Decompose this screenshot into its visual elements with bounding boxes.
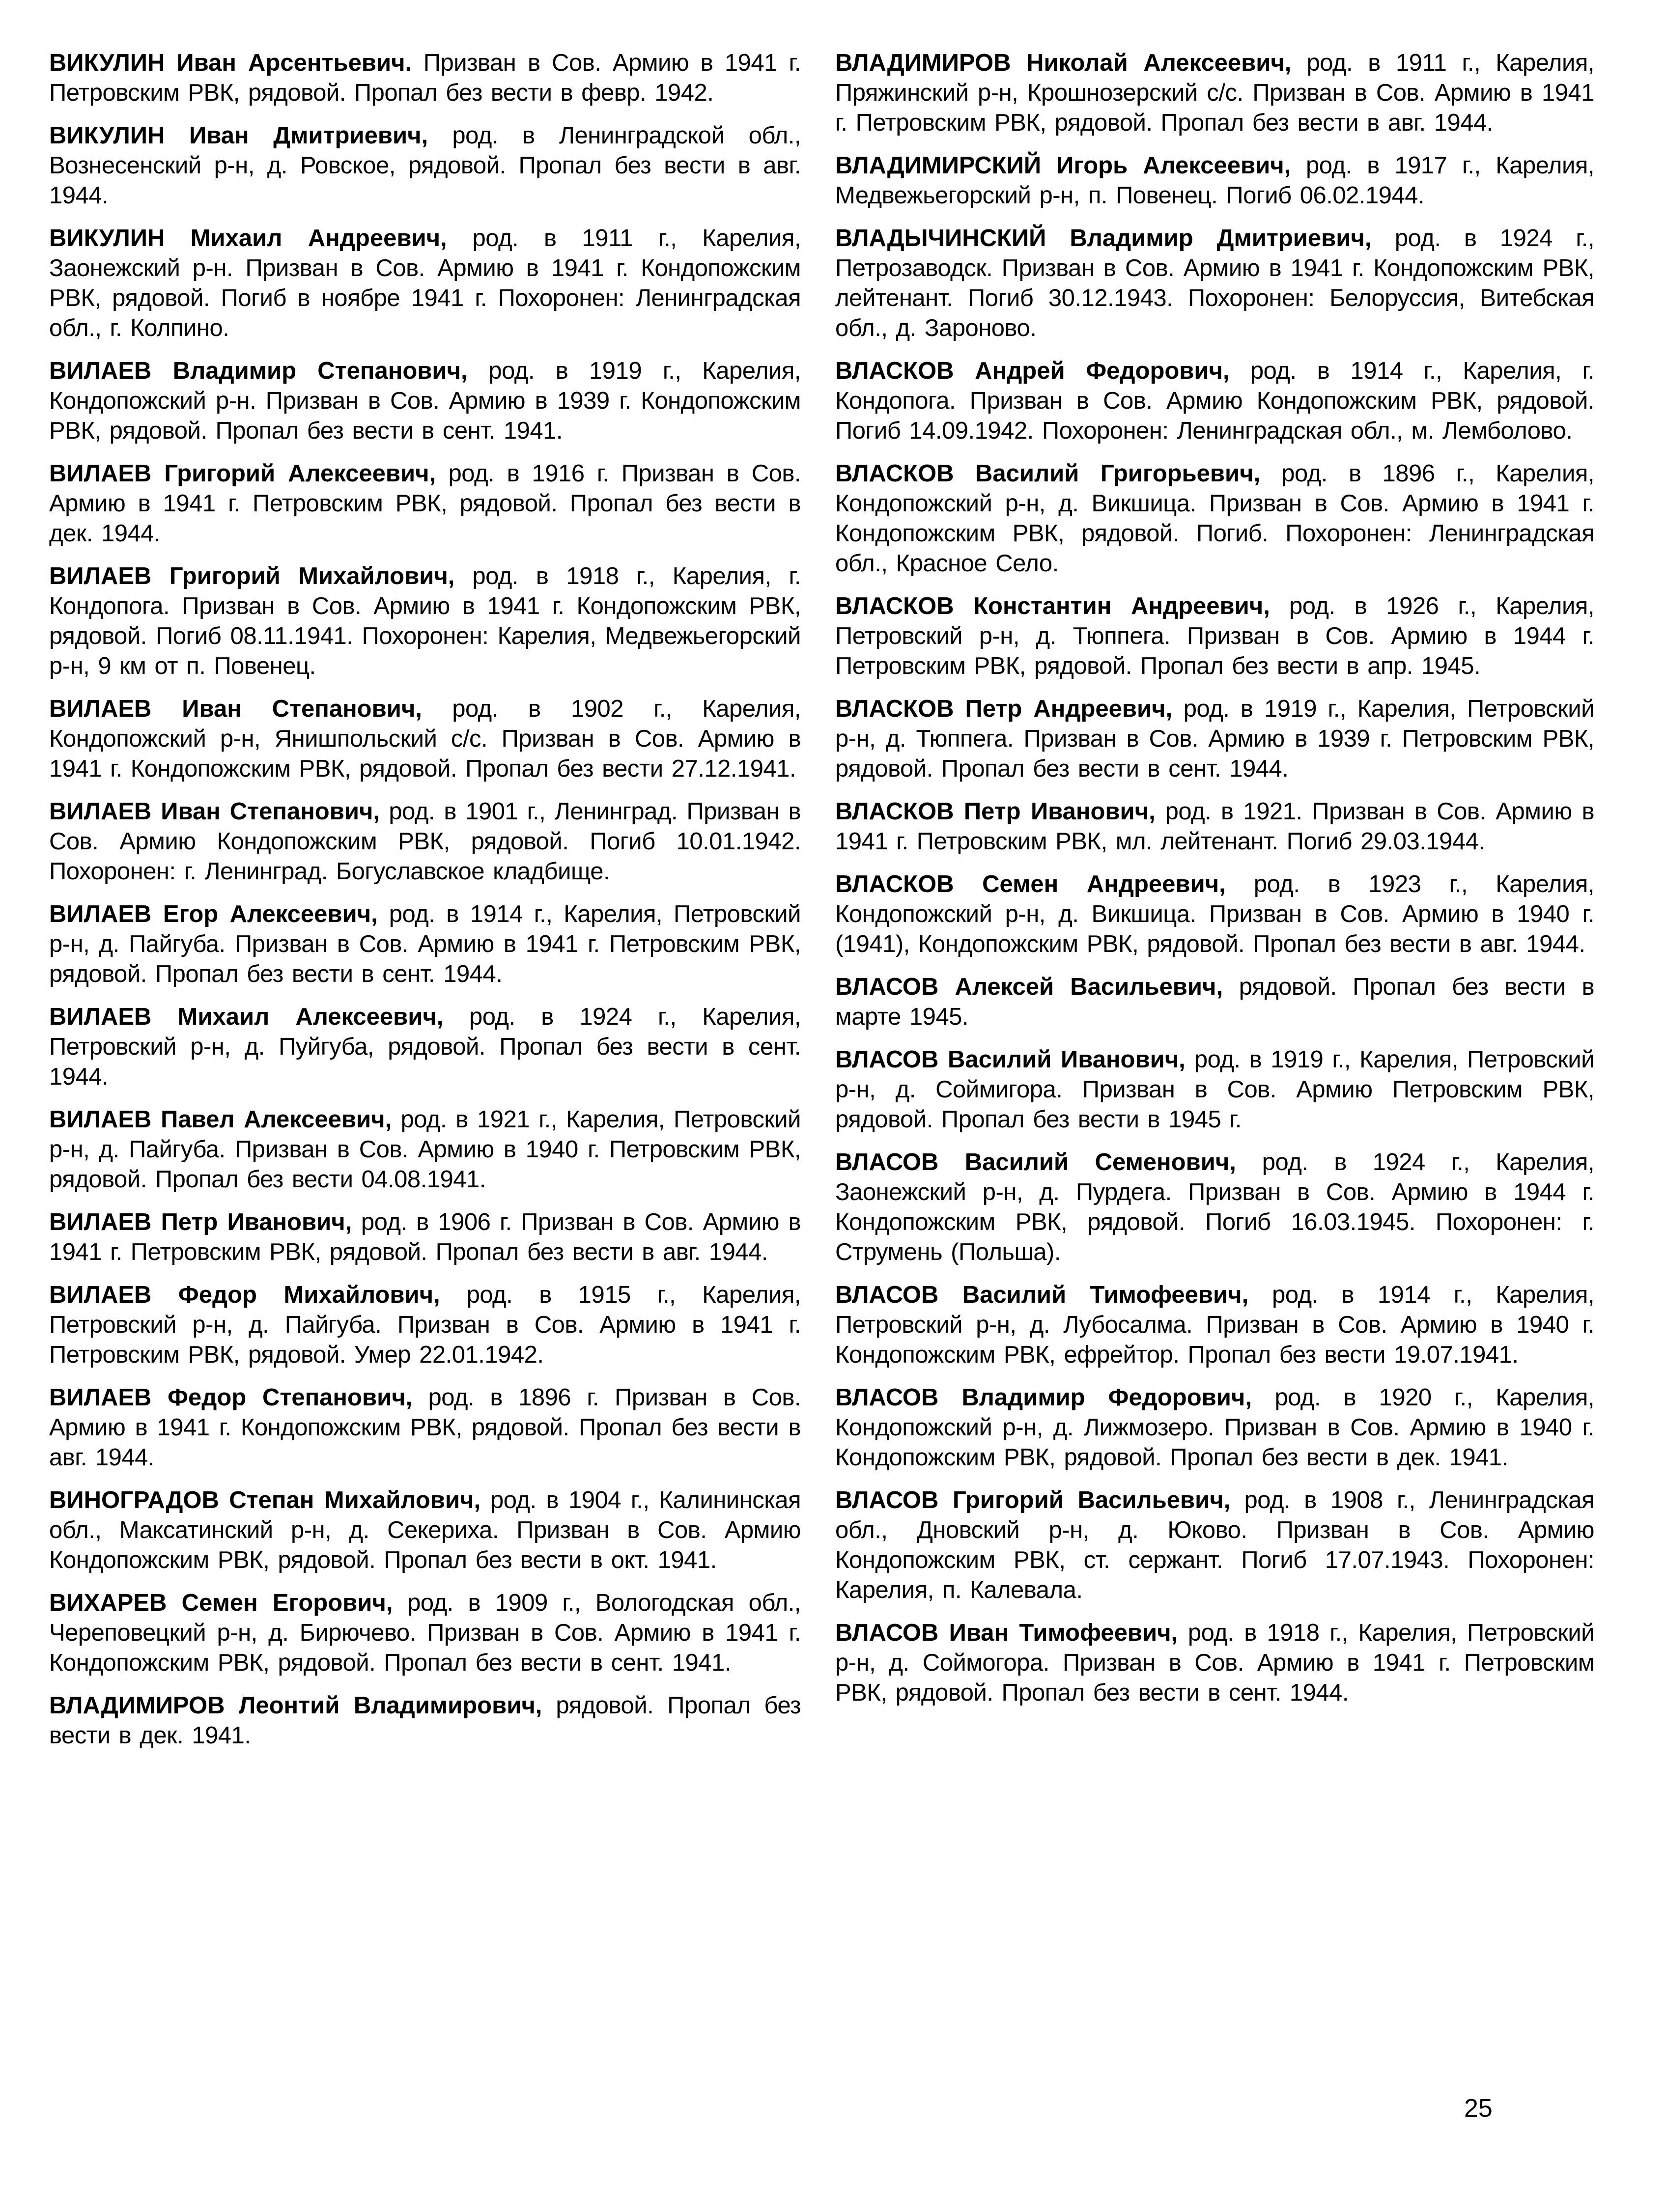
entry-details: рядовой. Пропал без вести в дек. 1941. — [49, 1692, 801, 1749]
entry-person-name: ВИЛАЕВ Владимир Степанович, — [49, 358, 468, 384]
entry-details: род. в 1924 г., Петрозаводск. Призван в Сов. Армию в 1941 г. Кондопожским РВК, лейтенант. Погиб 30.12.1943. Похоронен: Белоруссия, Витебская обл., д. Зароново. — [835, 225, 1594, 341]
memorial-entry — [835, 694, 1594, 784]
memorial-entry — [835, 48, 1594, 138]
entry-details: род. в 1904 г., Калининская обл., Максатинский р-н, д. Секериха. Призван в Сов. Армию Кондопожским РВК, рядовой. Пропал без вести в окт. 1941. — [49, 1487, 801, 1573]
entry-details: род. в 1896 г. Призван в Сов. Армию в 1941 г. Кондопожским РВК, рядовой. Пропал без вести в авг. 1944. — [49, 1384, 801, 1471]
entry-person-name: ВИКУЛИН Иван Дмитриевич, — [49, 122, 428, 149]
entry-person-name: ВЛАСКОВ Константин Андреевич, — [835, 593, 1270, 619]
memorial-entry — [49, 1485, 801, 1575]
entry-details: род. в 1921 г., Карелия, Петровский р-н, д. Пайгуба. Призван в Сов. Армию в 1940 г. Петровским РВК, рядовой. Пропал без вести 04.08.1941. — [49, 1106, 801, 1193]
entry-person-name: ВЛАДИМИРОВ Николай Алексеевич, — [835, 50, 1292, 76]
memorial-entry — [835, 459, 1594, 579]
memorial-entry — [49, 797, 801, 887]
entry-person-name: ВИЛАЕВ Павел Алексеевич, — [49, 1106, 392, 1133]
memorial-entry — [49, 561, 801, 681]
entry-details: род. в 1915 г., Карелия, Петровский р-н, д. Пайгуба. Призван в Сов. Армию в 1941 г. Петровским РВК, рядовой. Умер 22.01.1942. — [49, 1282, 801, 1368]
memorial-entry — [835, 1485, 1594, 1605]
entry-person-name: ВЛАСОВ Владимир Федорович, — [835, 1384, 1252, 1411]
entry-details: род. в 1896 г., Карелия, Кондопожский р-н, д. Викшица. Призван в Сов. Армию в 1941 г. Кондопожским РВК, рядовой. Погиб. Похоронен: Ленинградская обл., Красное Село. — [835, 460, 1595, 577]
entry-details: род. в 1924 г., Карелия, Заонежский р-н, д. Пурдега. Призван в Сов. Армию в 1944 г. Кондопожским РВК, рядовой. Погиб 16.03.1945. Похоронен: г. Струмень (Польша). — [835, 1149, 1594, 1265]
memorial-entry — [835, 356, 1594, 446]
entry-person-name: ВЛАДИМИРСКИЙ Игорь Алексеевич, — [835, 152, 1291, 179]
left-column — [49, 48, 801, 1764]
entry-person-name: ВЛАСОВ Василий Тимофеевич, — [835, 1282, 1249, 1308]
entry-person-name: ВЛАСОВ Василий Иванович, — [835, 1046, 1186, 1073]
entry-details: род. в 1911 г., Карелия, Заонежский р-н. Призван в Сов. Армию в 1941 г. Кондопожским РВК, рядовой. Погиб в ноябре 1941 г. Похоронен: Ленинградская обл., г. Колпино. — [49, 225, 801, 341]
memorial-entry — [835, 1618, 1594, 1708]
memorial-entry — [49, 1207, 801, 1267]
memorial-entry — [49, 899, 801, 989]
entry-details: род. в Ленинградской обл., Вознесенский р-н, д. Ровское, рядовой. Пропал без вести в авг. 1944. — [49, 122, 801, 209]
entry-details: род. в 1918 г., Карелия, Петровский р-н, д. Соймогора. Призван в Сов. Армию в 1941 г. Петровским РВК, рядовой. Пропал без вести в сент. 1944. — [835, 1620, 1594, 1706]
entry-details: род. в 1914 г., Карелия, Петровский р-н, д. Пайгуба. Призван в Сов. Армию в 1941 г. Петровским РВК, рядовой. Пропал без вести в сент. 1944. — [49, 901, 801, 987]
page-number: 25 — [1464, 2094, 1493, 2123]
entry-person-name: ВЛАСКОВ Петр Иванович, — [835, 798, 1156, 825]
entry-details: род. в 1919 г., Карелия, Петровский р-н, д. Тюппега. Призван в Сов. Армию в 1939 г. Петровским РВК, рядовой. Пропал без вести в сент. 1944. — [835, 696, 1594, 782]
memorial-entry — [49, 1383, 801, 1473]
entry-person-name: ВИЛАЕВ Петр Иванович, — [49, 1209, 352, 1235]
memorial-entry — [49, 1588, 801, 1678]
entry-person-name: ВИЛАЕВ Федор Степанович, — [49, 1384, 413, 1411]
memorial-entry — [49, 224, 801, 343]
memorial-entry — [49, 356, 801, 446]
entry-person-name: ВЛАДИМИРОВ Леонтий Владимирович, — [49, 1692, 542, 1719]
memorial-entry — [835, 1383, 1594, 1473]
memorial-entry — [49, 48, 801, 108]
entry-person-name: ВИНОГРАДОВ Степан Михайлович, — [49, 1487, 481, 1513]
entry-person-name: ВИЛАЕВ Федор Михайлович, — [49, 1282, 440, 1308]
entry-details: род. в 1908 г., Ленинградская обл., Дновский р-н, д. Юково. Призван в Сов. Армию Кондопожским РВК, ст. сержант. Погиб 17.07.1943. Похоронен: Карелия, п. Калевала. — [835, 1487, 1594, 1603]
memorial-entry — [49, 1280, 801, 1370]
entry-person-name: ВЛАСКОВ Андрей Федорович, — [835, 358, 1230, 384]
entry-details: род. в 1924 г., Карелия, Петровский р-н, д. Пуйгуба, рядовой. Пропал без вести в сент. 1944. — [49, 1004, 801, 1090]
entry-details: род. в 1914 г., Карелия, г. Кондопога. Призван в Сов. Армию Кондопожским РВК, рядовой. Погиб 14.09.1942. Похоронен: Ленинградская обл., м. Лемболово. — [835, 358, 1595, 444]
memorial-entry — [49, 1105, 801, 1195]
entry-person-name: ВЛАСКОВ Семен Андреевич, — [835, 871, 1226, 897]
memorial-entry — [835, 224, 1594, 343]
entry-details: род. в 1916 г. Призван в Сов. Армию в 1941 г. Петровским РВК, рядовой. Пропал без вести в дек. 1944. — [49, 460, 801, 547]
entry-details: род. в 1926 г., Карелия, Петровский р-н, д. Тюппега. Призван в Сов. Армию в 1944 г. Петровским РВК, рядовой. Пропал без вести в апр. 1945. — [835, 593, 1594, 679]
entry-person-name: ВЛАСОВ Иван Тимофеевич, — [835, 1620, 1178, 1646]
entry-details: род. в 1914 г., Карелия, Петровский р-н, д. Лубосалма. Призван в Сов. Армию в 1940 г. Кондопожским РВК, ефрейтор. Пропал без вести 19.07.1941. — [835, 1282, 1595, 1368]
entry-person-name: ВИКУЛИН Михаил Андреевич, — [49, 225, 447, 252]
right-column — [835, 48, 1594, 1721]
memorial-entry — [835, 591, 1594, 681]
entry-details: род. в 1919 г., Карелия, Кондопожский р-н. Призван в Сов. Армию в 1939 г. Кондопожским РВК, рядовой. Пропал без вести в сент. 1941. — [49, 358, 801, 444]
entry-person-name: ВЛАСОВ Григорий Васильевич, — [835, 1487, 1231, 1513]
entry-details: род. в 1911 г., Карелия, Пряжинский р-н, Крошнозерский с/с. Призван в Сов. Армию в 1941 г. Петровским РВК, рядовой. Пропал без вести в авг. 1944. — [835, 50, 1595, 136]
entry-details: род. в 1909 г., Вологодская обл., Череповецкий р-н, д. Бирючево. Призван в Сов. Армию в 1941 г. Кондопожским РВК, рядовой. Пропал без вести в сент. 1941. — [49, 1590, 801, 1676]
entry-details: род. в 1919 г., Карелия, Петровский р-н, д. Соймигора. Призван в Сов. Армию Петровским РВК, рядовой. Пропал без вести в 1945 г. — [835, 1046, 1594, 1133]
memorial-entry — [835, 869, 1594, 959]
memorial-entry — [49, 1002, 801, 1092]
memorial-entry — [835, 1148, 1594, 1267]
entry-person-name: ВИКУЛИН Иван Арсентьевич. — [49, 50, 412, 76]
entry-details: рядовой. Пропал без вести в марте 1945. — [835, 974, 1594, 1030]
entry-person-name: ВИЛАЕВ Иван Степанович, — [49, 696, 422, 722]
entry-person-name: ВЛАСОВ Василий Семенович, — [835, 1149, 1236, 1176]
memorial-entry — [49, 1691, 801, 1751]
memorial-entry — [835, 1280, 1594, 1370]
entry-details: род. в 1920 г., Карелия, Кондопожский р-н, д. Лижмозеро. Призван в Сов. Армию в 1940 г. Кондопожским РВК, рядовой. Пропал без вести в дек. 1941. — [835, 1384, 1594, 1471]
entry-details: Призван в Сов. Армию в 1941 г. Петровским РВК, рядовой. Пропал без вести в февр. 1942. — [49, 50, 801, 106]
entry-person-name: ВИЛАЕВ Егор Алексеевич, — [49, 901, 378, 927]
entry-details: род. в 1921. Призван в Сов. Армию в 1941 г. Петровским РВК, мл. лейтенант. Погиб 29.03.1944. — [835, 798, 1594, 855]
entry-person-name: ВИЛАЕВ Григорий Алексеевич, — [49, 460, 436, 487]
entry-person-name: ВЛАДЫЧИНСКИЙ Владимир Дмитриевич, — [835, 225, 1372, 252]
memorial-entry — [835, 151, 1594, 211]
entry-person-name: ВЛАСКОВ Василий Григорьевич, — [835, 460, 1261, 487]
entry-details: род. в 1901 г., Ленинград. Призван в Сов. Армию Кондопожским РВК, рядовой. Погиб 10.01.1942. Похоронен: г. Ленинград. Богуславское кладбище. — [49, 798, 801, 885]
entry-person-name: ВИХАРЕВ Семен Егорович, — [49, 1590, 393, 1616]
memorial-entry — [835, 972, 1594, 1032]
entry-person-name: ВИЛАЕВ Григорий Михайлович, — [49, 563, 455, 589]
memorial-entry — [49, 121, 801, 211]
entry-person-name: ВЛАСОВ Алексей Васильевич, — [835, 974, 1223, 1000]
memorial-entry — [835, 797, 1594, 857]
entry-person-name: ВИЛАЕВ Михаил Алексеевич, — [49, 1004, 444, 1030]
entry-details: род. в 1923 г., Карелия, Кондопожский р-н, д. Викшица. Призван в Сов. Армию в 1940 г. (1941), Кондопожским РВК, рядовой. Пропал без вести в авг. 1944. — [835, 871, 1595, 957]
memorial-entry — [835, 1045, 1594, 1135]
entry-person-name: ВИЛАЕВ Иван Степанович, — [49, 798, 380, 825]
entry-details: род. в 1917 г., Карелия, Медвежьегорский р-н, п. Повенец. Погиб 06.02.1944. — [835, 152, 1594, 209]
entry-details: род. в 1906 г. Призван в Сов. Армию в 1941 г. Петровским РВК, рядовой. Пропал без вести в авг. 1944. — [49, 1209, 801, 1265]
memorial-entry — [49, 694, 801, 784]
entry-details: род. в 1918 г., Карелия, г. Кондопога. Призван в Сов. Армию в 1941 г. Кондопожским РВК, рядовой. Погиб 08.11.1941. Похоронен: Карелия, Медвежьегорский р-н, 9 км от п. Повенец. — [49, 563, 801, 679]
entry-person-name: ВЛАСКОВ Петр Андреевич, — [835, 696, 1173, 722]
memorial-entry — [49, 459, 801, 549]
entry-details: род. в 1902 г., Карелия, Кондопожский р-н, Янишпольский с/с. Призван в Сов. Армию в 1941 г. Кондопожским РВК, рядовой. Пропал без вести 27.12.1941. — [49, 696, 801, 782]
